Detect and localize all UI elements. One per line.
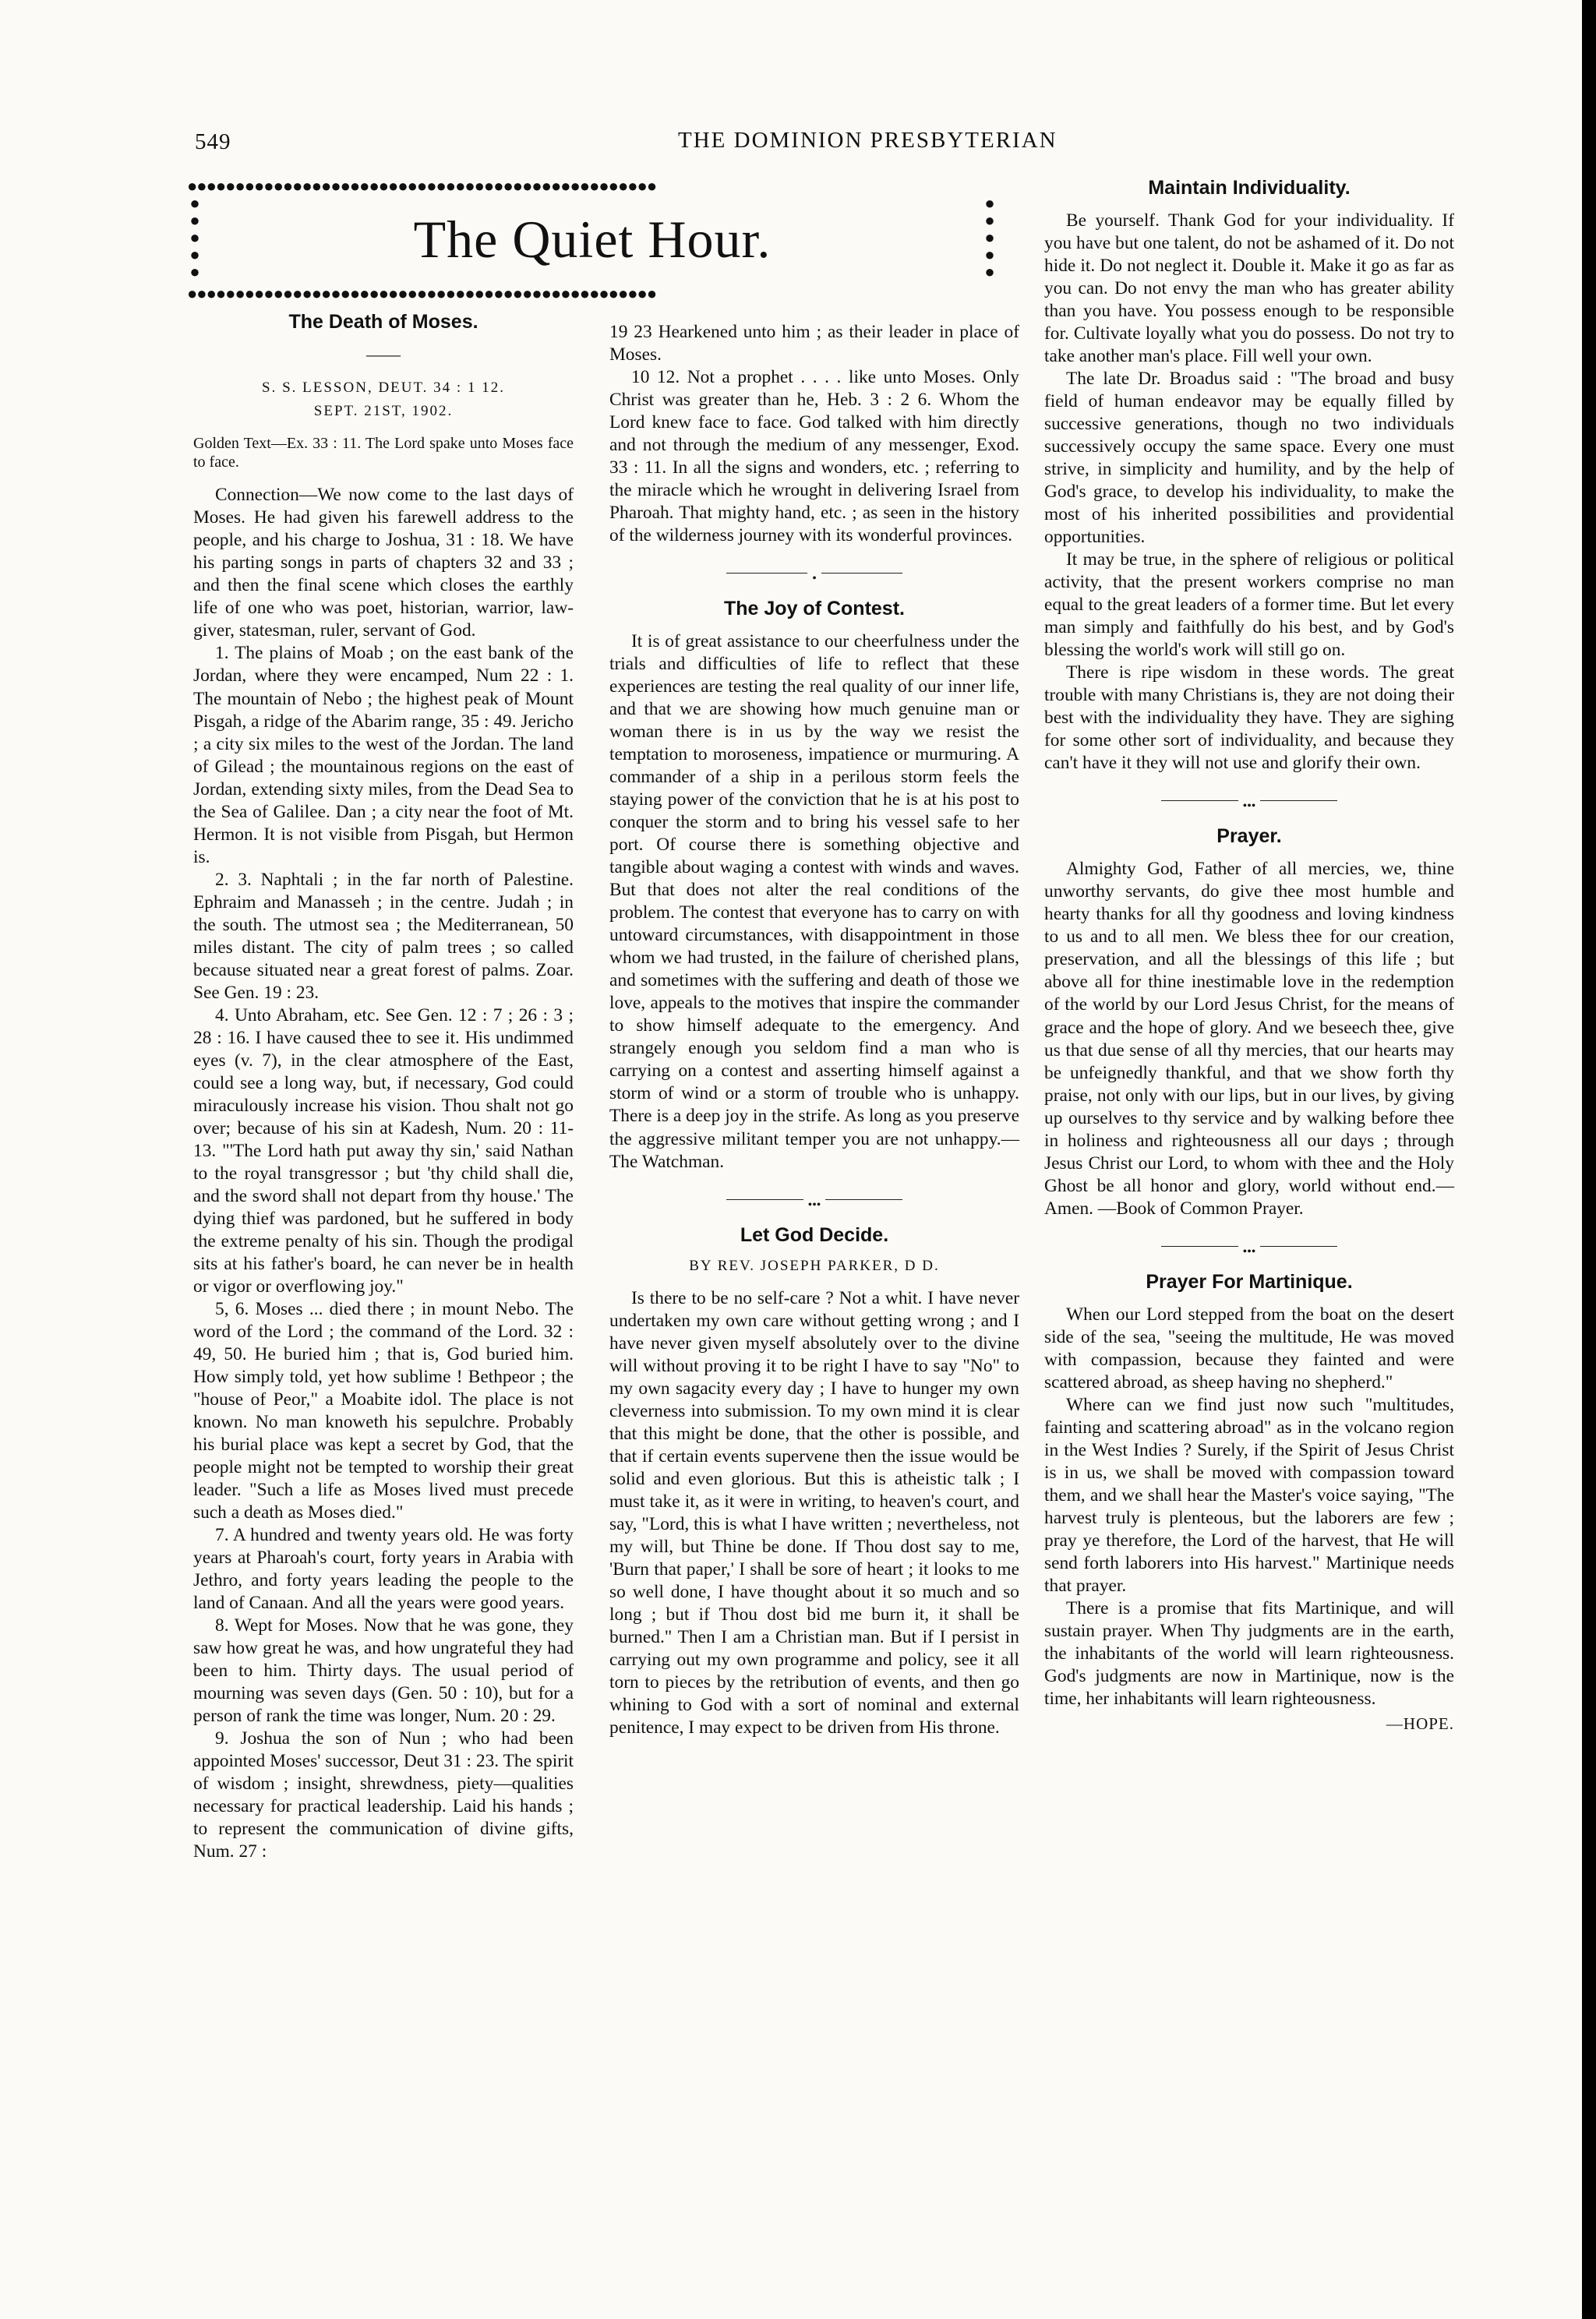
- section-separator: •••: [609, 1195, 1019, 1203]
- paragraph: The late Dr. Broadus said : "The broad and busy field of human endeavor may be equally filled by successive generations, though no two individuals successively occupy the same space. Every one must strive, in simplicity and humility, and by the help of God's grace, to develop his individuality, to make the most of his inherited possibilities and providential opportunities.: [1044, 369, 1454, 548]
- lesson-reference: S. S. LESSON, DEUT. 34 : 1 12.: [262, 379, 505, 397]
- paragraph: There is ripe wisdom in these words. The great trouble with many Christians is, they are not doing their best with the individuality they have. They are sighing for some other sort of individuality, and because they can't have it they will not use and glorify their own.: [1044, 662, 1454, 774]
- ornament-border-bottom: ●●●●●●●●●●●●●●●●●●●●●●●●●●●●●●●●●●●●●●●●●●●●●●●●●: [187, 285, 657, 302]
- byline: BY REV. JOSEPH PARKER, D D.: [689, 1257, 940, 1274]
- section-separator: •••: [1044, 1242, 1454, 1250]
- banner-title: The Quiet Hour.: [413, 210, 772, 269]
- paragraph: Where can we find just now such "multitudes, fainting and scattering abroad" as in the volcano region in the West Indies ? Surely, if the Spirit of Jesus Christ is in us, we shall be moved with compassion toward them, and we shall hear the Master's voice saying, "The harvest truly is plenteous, but the laborers are few ; pray ye therefore, the Lord of the harvest, that He will send forth laborers into His harvest." Martinique needs that prayer.: [1044, 1394, 1454, 1596]
- paragraph: 1. The plains of Moab ; on the east bank of the Jordan, where they were encamped, Num 22 : 1. The mountain of Nebo ; the highest peak of Mount Pisgah, a ridge of the Abarim range, 35 : 49. Jericho ; a city six miles to the west of the Jordan. The land of Gilead ; the mountainous regions on the east of Jordan, extending sixty miles, from the Dead Sea to the Sea of Galilee. Dan ; a city near the foot of Mt. Hermon. It is not visible from Pisgah, but Hermon is.: [193, 643, 574, 867]
- column-3: [1044, 176, 1454, 1734]
- scan-edge: [1582, 0, 1596, 2319]
- paragraph: There is a promise that fits Martinique, and will sustain prayer. When Thy judgments are in the earth, the inhabitants of the world will learn righteousness. God's judgments are now in Martinique, now is the time, her inhabitants will learn righteousness.: [1044, 1597, 1454, 1709]
- paragraph: 7. A hundred and twenty years old. He was forty years at Pharoah's court, forty years in Arabia with Jethro, and forty years leading the people to the land of Canaan. And all the years were good years.: [193, 1525, 574, 1614]
- paragraph: Be yourself. Thank God for your individuality. If you have but one talent, do not be ashamed of it. Do not hide it. Do not neglect it. Double it. Make it go as far as you can. Do not envy the man who has greater ability than you have. You possess enough to be responsible for. Cultivate loyally what you do possess. Do not try to take another man's place. Fill well your own.: [1044, 210, 1454, 367]
- column-2: [609, 321, 1019, 1739]
- article-title-death-of-moses: The Death of Moses.: [288, 311, 478, 333]
- article-title-let-god-decide: Let God Decide.: [740, 1223, 889, 1246]
- paragraph: Almighty God, Father of all mercies, we, thine unworthy servants, do give thee most humble and hearty thanks for all thy goodness and loving kindness to us and to all men. We bless thee for our creation, preservation, and all the blessings of this life ; but above all for thine inestimable love in the redemption of the world by our Lord Jesus Christ, for the means of grace and the hope of glory. And we beseech thee, give us that due sense of all thy mercies, that our hearts may be unfeignedly thankful, and that we show forth thy praise, not only with our lips, but in our lives, by giving up ourselves to thy service and by walking before thee in holiness and righteousness all our days ; through Jesus Christ our Lord, to whom with thee and the Holy Ghost be all honor and glory, world without end.—Amen. —Book of Common Prayer.: [1044, 859, 1454, 1219]
- section-separator: •••: [1044, 796, 1454, 804]
- article-title-joy-of-contest: The Joy of Contest.: [724, 598, 905, 620]
- paragraph: When our Lord stepped from the boat on the desert side of the sea, "seeing the multitude, He was moved with compassion, because they fainted and were scattered abroad, as sheep having no shepherd.": [1044, 1304, 1454, 1392]
- signature: —HOPE.: [1386, 1714, 1454, 1733]
- golden-text: Golden Text—Ex. 33 : 11. The Lord spake unto Moses face to face.: [193, 435, 574, 471]
- paragraph: It is of great assistance to our cheerfulness under the trials and difficulties of life to reflect that these experiences are testing the real quality of our inner life, and that we are showing how much genuine man or woman there is in us by the way we resist the temptation to moroseness, impatience or murmuring. A commander of a ship in a perilous storm feels the staying power of the conviction that he is at his post to conquer the storm and to bring his vessel safe to her port. Of course there is something objective and tangible about waging a contest with winds and waves. But that does not alter the real conditions of the problem. The contest that everyone has to carry on with untoward circumstances, with disappointment in those whom we had trusted, in the failure of cherished plans, and sometimes with the suffering and death of those we love, appeals to the motives that inspire the commander to show himself adequate to the emergency. And strangely enough you seldom find a man who is carrying on a contest and asserting himself against a storm of wind or a storm of trouble who is unhappy. There is a deep joy in the strife. As long as you preserve the aggressive militant temper you are not unhappy.—The Watchman.: [609, 631, 1019, 1172]
- paragraph: 9. Joshua the son of Nun ; who had been appointed Moses' successor, Deut 31 : 23. The spirit of wisdom ; insight, shrewdness, piety—qualities necessary for practical leadership. Laid his hands ; to represent the communication of divine gifts, Num. 27 :: [193, 1728, 574, 1862]
- paragraph: 5, 6. Moses ... died there ; in mount Nebo. The word of the Lord ; the command of the Lord. 32 : 49, 50. He buried him ; that is, God buried him. How simply told, yet how sublime ! Bethpeor ; the "house of Peor," a Moabite idol. The place is not known. No man knoweth his sepulchre. Probably his burial place was kept a secret by God, that the people might not be tempted to worship their great leader. "Such a life as Moses lived must precede such a death as Moses died.": [193, 1298, 574, 1523]
- paragraph: 8. Wept for Moses. Now that he was gone, they saw how great he was, and how ungrateful they had been to him. Thirty days. The usual period of mourning was seven days (Gen. 50 : 10), but for a person of rank the time was longer, Num. 20 : 29.: [193, 1615, 574, 1727]
- lesson-date: SEPT. 21ST, 1902.: [313, 402, 454, 419]
- article-title-prayer: Prayer.: [1216, 825, 1282, 848]
- running-head: THE DOMINION PRESBYTERIAN: [678, 128, 1058, 153]
- title-dash: ——: [366, 344, 401, 364]
- paragraph: It may be true, in the sphere of religious or political activity, that the present workers comprise no man equal to the great leaders of a former time. But let every man simply and faithfully do his best, and by God's blessing the world's work will still go on.: [1044, 549, 1454, 661]
- quiet-hour-banner: [187, 178, 998, 302]
- page-number: 549: [195, 129, 231, 154]
- article-title-prayer-for-martinique: Prayer For Martinique.: [1146, 1270, 1353, 1293]
- paragraph: 2. 3. Naphtali ; in the far north of Palestine. Ephraim and Manasseh ; in the centre. Judah ; in the south. The utmost sea ; the Mediterranean, 50 miles distant. The city of palm trees ; so called because situated near a great forest of palms. Zoar. See Gen. 19 : 23.: [193, 869, 574, 1003]
- section-separator: •: [609, 569, 1019, 577]
- ornament-border-top: ●●●●●●●●●●●●●●●●●●●●●●●●●●●●●●●●●●●●●●●●●●●●●●●●●: [187, 178, 657, 195]
- ornament-border-left: ● ● ● ● ●: [189, 195, 200, 281]
- paragraph: Is there to be no self-care ? Not a whit. I have never undertaken my own care without getting wrong ; and I have never given myself absolutely over to the divine will without proving it to be right I have to say "No" to my own sagacity every day ; I have to hunger my own cleverness into submission. To my own mind it is clear that this might be done, that the other is possible, and that if certain events supervene then the issue would be solid and even glorious. But this is atheistic talk ; I must take it, as it were in writing, to heaven's court, and say, "Lord, this is what I have written ; nevertheless, not my will, but Thine be done. If Thou dost say to me, 'Burn that paper,' I shall be sore of heart ; it looks to me so well done, I have thought about it so much and so long ; but if Thou dost bid me burn it, it shall be burned." Then I am a Christian man. But if I persist in carrying out my own programme and policy, see it all torn to pieces by the retribution of events, and then go whining to God with a sort of nominal and external penitence, I may expect to be driven from His throne.: [609, 1288, 1019, 1738]
- article-title-maintain-individuality: Maintain Individuality.: [1148, 177, 1351, 199]
- paragraph: 4. Unto Abraham, etc. See Gen. 12 : 7 ; 26 : 3 ; 28 : 16. I have caused thee to see it. His undimmed eyes (v. 7), in the clear atmosphere of the East, could see a long way, but, if necessary, God could miraculously increase his vision. Thou shalt not go over; because of his sin at Kadesh, Num. 20 : 11-13. "'The Lord hath put away thy sin,' said Nathan to the royal transgressor ; but 'thy child shall die, and the sword shall not depart from thy house.' The dying thief was pardoned, but he suffered in body the extreme penalty of his sin. Though the prodigal sits at his father's board, he can never be in health or vigor or overflowing joy.": [193, 1004, 574, 1297]
- column-1: [193, 310, 574, 1863]
- paragraph: 10 12. Not a prophet . . . . like unto Moses. Only Christ was greater than he, Heb. 3 : 2 6. Whom the Lord knew face to face. God talked with him directly and not through the medium of any messenger, Exod. 33 : 11. In all the signs and wonders, etc. ; referring to the miracle which he wrought in delivering Israel from Pharoah. That mighty hand, etc. ; as seen in the history of the wilderness journey with its wonderful provinces.: [609, 367, 1019, 546]
- ornament-border-right: ● ● ● ● ●: [984, 195, 995, 281]
- paragraph: Connection—We now come to the last days of Moses. He had given his farewell address to the people, and his charge to Joshua, 31 : 18. We have his parting songs in parts of chapters 32 and 33 ; and then the final scene which closes the earthly life of one who was poet, historian, warrior, law-giver, statesman, ruler, servant of God.: [193, 485, 574, 641]
- paragraph: 19 23 Hearkened unto him ; as their leader in place of Moses.: [609, 322, 1019, 365]
